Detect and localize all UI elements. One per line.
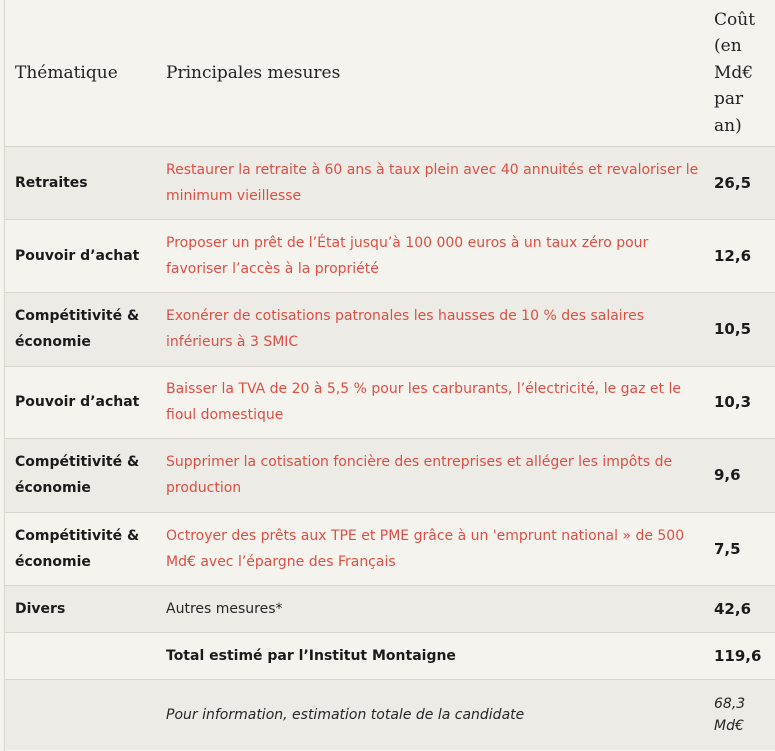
row-measure: Exonérer de cotisations patronales les hausses de 10 % des salaires inférieurs à 3 SMIC	[156, 292, 703, 366]
row-theme: Pouvoir d’achat	[5, 219, 156, 292]
row-theme: Divers	[5, 585, 156, 632]
table-row	[5, 585, 775, 632]
candidate-estimate-row	[5, 679, 775, 750]
row-cost: 26,5	[703, 146, 775, 219]
row-cost: 12,6	[703, 219, 775, 292]
total-row	[5, 632, 775, 679]
table-row	[5, 438, 775, 512]
table-row	[5, 292, 775, 366]
header-measures: Principales mesures	[156, 0, 703, 146]
table-header-row	[5, 0, 775, 146]
header-theme: Thématique	[5, 0, 156, 146]
row-theme: Compétitivité & économie	[5, 292, 156, 366]
row-cost: 9,6	[703, 438, 775, 512]
table-row	[5, 512, 775, 585]
row-theme: Compétitivité & économie	[5, 438, 156, 512]
row-measure: Restaurer la retraite à 60 ans à taux plein avec 40 annuités et revaloriser le minimum vieillesse	[156, 146, 703, 219]
row-theme: Compétitivité & économie	[5, 512, 156, 585]
row-cost: 42,6	[703, 585, 775, 632]
candidate-label: Pour information, estimation totale de la candidate	[166, 706, 525, 723]
table-row	[5, 366, 775, 438]
table-row	[5, 146, 775, 219]
cost-table	[5, 0, 775, 750]
row-measure: Supprimer la cotisation foncière des entreprises et alléger les impôts de production	[156, 438, 703, 512]
candidate-cost: 68,3 Md€	[714, 695, 746, 734]
table-row	[5, 219, 775, 292]
row-cost: 7,5	[703, 512, 775, 585]
header-cost: Coût (en Md€ par an)	[703, 0, 775, 146]
row-cost: 10,3	[703, 366, 775, 438]
total-cost: 119,6	[703, 632, 775, 679]
total-theme	[5, 632, 156, 679]
total-label: Total estimé par l’Institut Montaigne	[156, 632, 703, 679]
row-measure: Proposer un prêt de l’État jusqu’à 100 000 euros à un taux zéro pour favoriser l’accès à la propriété	[156, 219, 703, 292]
row-theme: Retraites	[5, 146, 156, 219]
row-measure: Octroyer des prêts aux TPE et PME grâce à un 'emprunt national » de 500 Md€ avec l’épargne des Français	[156, 512, 703, 585]
candidate-theme	[5, 679, 156, 750]
row-measure: Baisser la TVA de 20 à 5,5 % pour les carburants, l’électricité, le gaz et le fioul domestique	[156, 366, 703, 438]
row-cost: 10,5	[703, 292, 775, 366]
row-theme: Pouvoir d’achat	[5, 366, 156, 438]
row-measure: Autres mesures*	[156, 585, 703, 632]
